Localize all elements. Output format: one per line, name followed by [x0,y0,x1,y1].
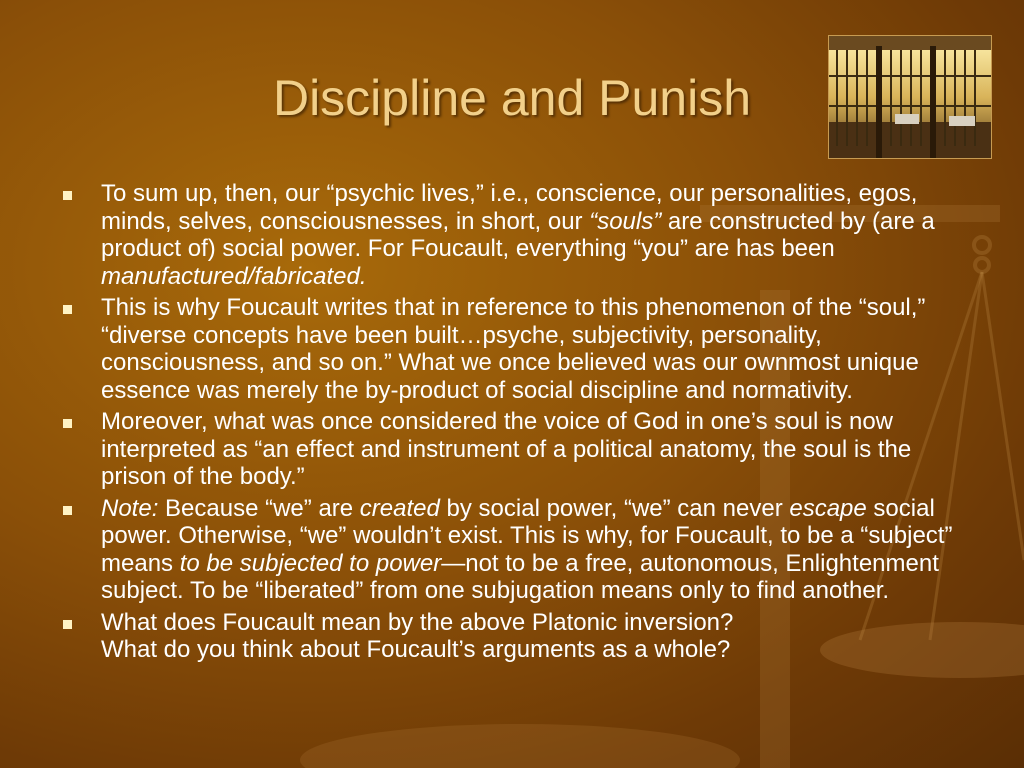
slide-title: Discipline and Punish [272,70,752,126]
bullet-voice-of-god: Moreover, what was once considered the voice of God in one’s soul is now interpreted as “an effect and instrument of a political anatomy, the soul is the prison of the body.” [60,408,970,491]
bullet-diverse-concepts: This is why Foucault writes that in reference to this phenomenon of the “soul,” “diverse concepts have been built…psyche, subjectivity, personality, consciousness, and so on.” What we once believed was our ownmost unique essence was merely the by-product of social discipline and normativity. [60,294,970,404]
bullet-questions: What does Foucault mean by the above Platonic inversion? What do you think about Foucault’s arguments as a whole? [60,609,970,664]
prison-cell-photo [828,35,992,159]
bullet-souls-constructed: To sum up, then, our “psychic lives,” i.e., conscience, our personalities, egos, minds, selves, consciousnesses, in short, our “souls” are constructed by (are a product of) social power. For Foucault, everything “you” are has been manufactured/fabricated. [60,180,970,290]
bullet-list [60,180,970,668]
bullet-note-subjected: Note: Because “we” are created by social power, “we” can never escape social power. Otherwise, “we” wouldn’t exist. This is why, for Foucault, to be a “subject” means to be subjected to power—not to be a free, autonomous, Enlightenment subject. To be “liberated” from one subjugation means only to find another. [60,495,970,605]
